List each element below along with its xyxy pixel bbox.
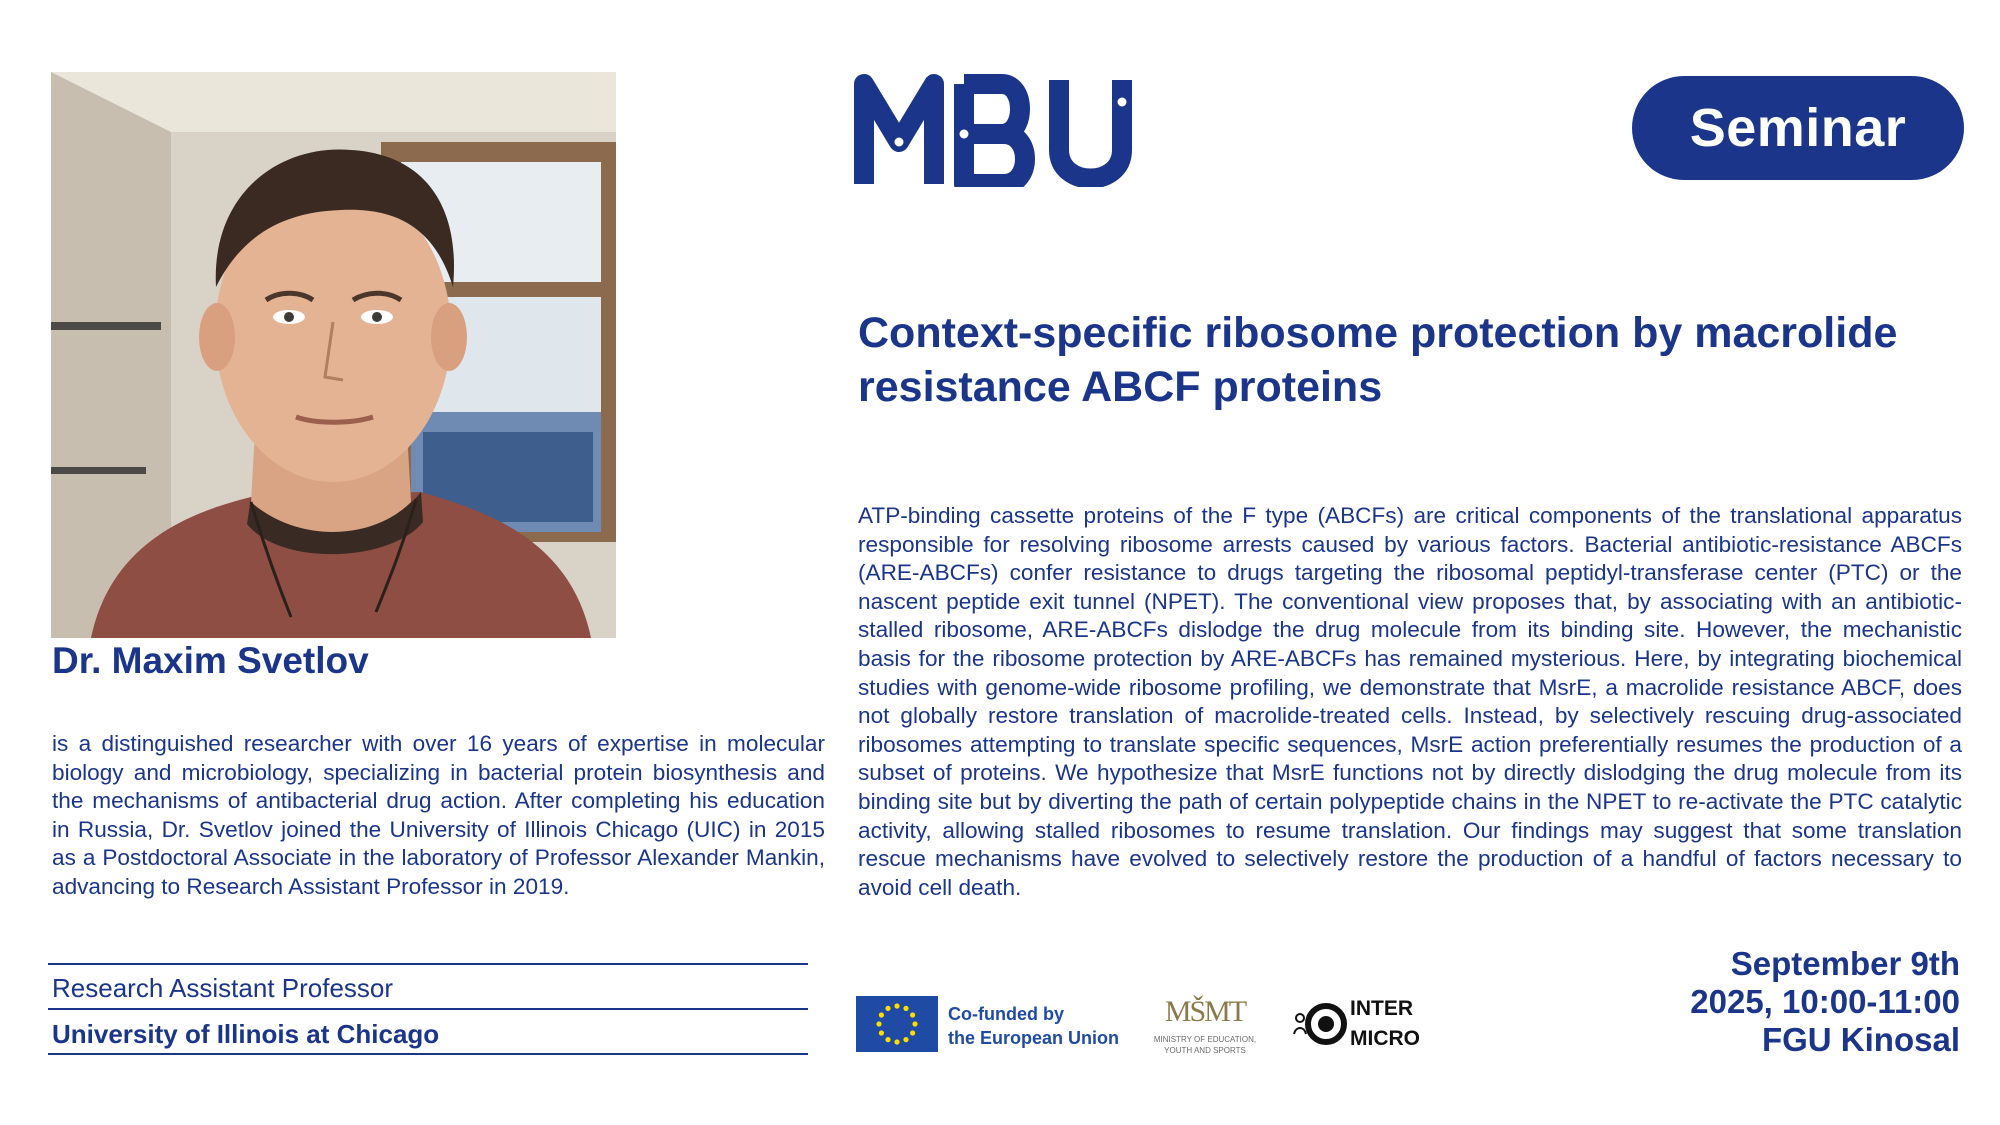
- eu-cofunded-text: [948, 1002, 1119, 1050]
- msmt-caption-line1: MINISTRY OF EDUCATION,: [1153, 1035, 1257, 1044]
- mbu-logo: [854, 72, 1144, 187]
- portrait-photo: [51, 72, 616, 638]
- eu-text-line2: the European Union: [948, 1028, 1119, 1048]
- inter-micro-line1: INTER: [1350, 997, 1413, 1020]
- event-time: 2025, 10:00-11:00: [1690, 983, 1960, 1020]
- msmt-caption-line2: YOUTH AND SPORTS: [1164, 1046, 1246, 1055]
- event-venue: FGU Kinosal: [1761, 1021, 1960, 1058]
- speaker-position: Research Assistant Professor: [52, 973, 394, 1003]
- msmt-logo: [1146, 994, 1264, 1058]
- divider-top: [48, 963, 808, 965]
- divider-bottom: [48, 1053, 808, 1055]
- speaker-affiliation: University of Illinois at Chicago: [52, 1019, 440, 1049]
- inter-micro-logo: [1292, 994, 1430, 1058]
- speaker-name: Dr. Maxim Svetlov: [52, 640, 369, 681]
- event-date: September 9th: [1730, 945, 1960, 982]
- divider-middle: [48, 1008, 808, 1010]
- inter-micro-emblem: [1292, 996, 1348, 1056]
- seminar-badge: Seminar: [1632, 76, 1964, 180]
- eu-flag-icon: [856, 996, 938, 1052]
- eu-text-line1: Co-funded by: [948, 1004, 1064, 1024]
- inter-micro-line2: MICRO: [1350, 1027, 1420, 1050]
- speaker-bio: is a distinguished researcher with over 16 years of expertise in molecular biology and microbiology, specializing in bacterial protein biosynthesis and the mechanisms of antibacterial drug action. After completing his education in Russia, Dr. Svetlov joined the University of Illinois Chicago (UIC) in 2015 as a Postdoctoral Associate in the laboratory of Professor Alexander Mankin, advancing to Research Assistant Professor in 2019.: [52, 731, 825, 899]
- msmt-mark: MŠMT: [1164, 995, 1246, 1028]
- speaker-portrait: [51, 72, 616, 638]
- talk-abstract: ATP-binding cassette proteins of the F type (ABCFs) are critical components of the translational apparatus responsible for resolving ribosome arrests caused by various factors. Bacterial antibiotic-resistance ABCFs (ARE-ABCFs) confer resistance to drugs targeting the ribosomal peptidyl-transferase center (PTC) or the nascent peptide exit tunnel (NPET). The conventional view proposes that, by associating with an antibiotic-stalled ribosome, ARE-ABCFs dislodge the drug molecule from its binding site. However, the mechanistic basis for the ribosome protection by ARE-ABCFs has remained mysterious. Here, by integrating biochemical studies with genome-wide ribosome profiling, we demonstrate that MsrE, a macrolide resistance ABCF, does not globally restore translation of macrolide-treated cells. Instead, by selectively rescuing drug-associated ribosomes attempting to translate specific sequences, MsrE action preferentially resumes the production of a subset of proteins. We hypothesize that MsrE functions not by directly dislodging the drug molecule from its binding site but by diverting the path of certain polypeptide chains in the NPET to re-activate the PTC catalytic activity, allowing stalled ribosomes to resume translation. Our findings may suggest that some translation rescue mechanisms have evolved to selectively restore the production of a handful of factors necessary to avoid cell death.: [858, 503, 1962, 900]
- event-details: [1600, 945, 1960, 1059]
- talk-title: Context-specific ribosome protection by macrolide resistance ABCF proteins: [858, 309, 1898, 411]
